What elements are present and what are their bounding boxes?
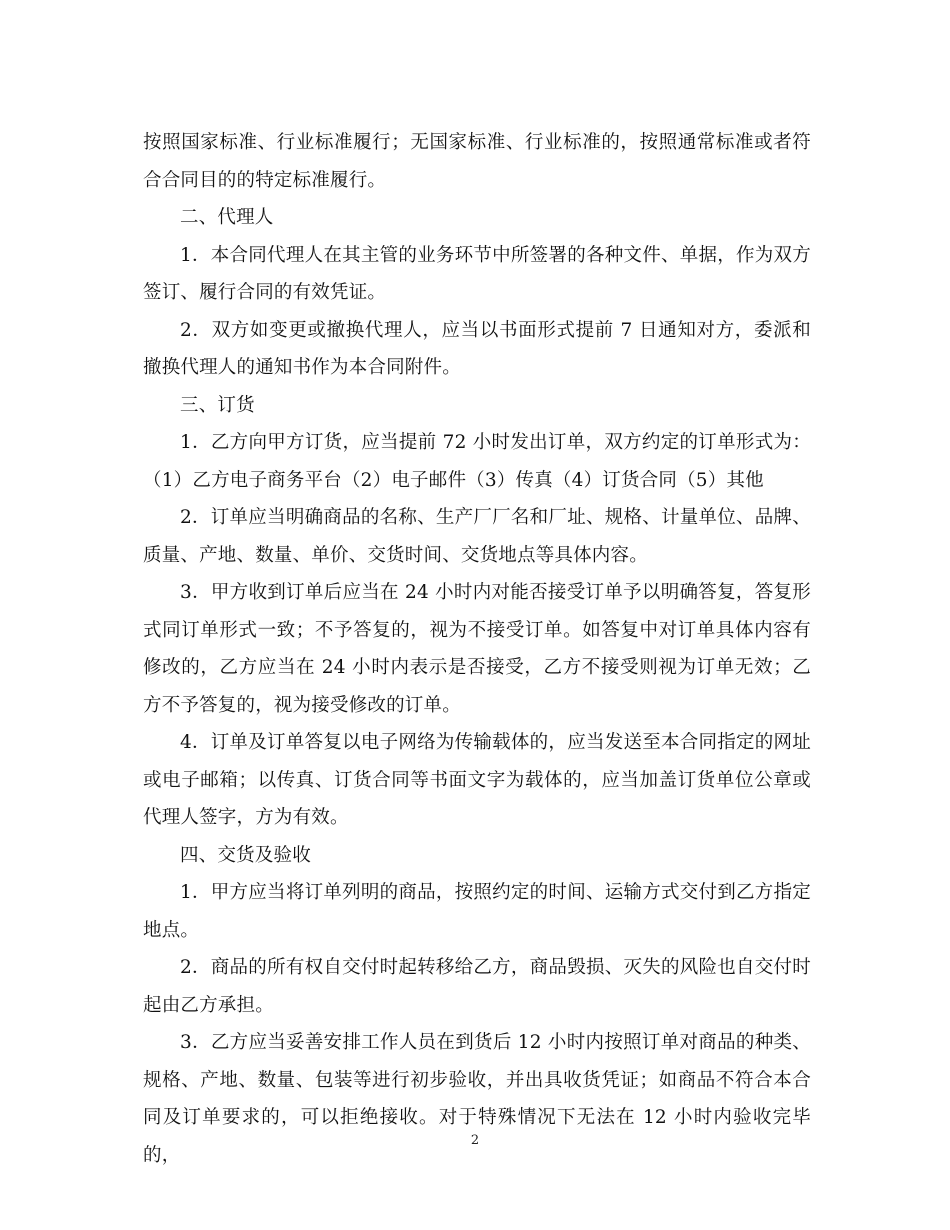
paragraph-delivery-2: 2．商品的所有权自交付时起转移给乙方，商品毁损、灭失的风险也自交付时起由乙方承担。	[143, 957, 811, 1016]
section-heading-ordering: 三、订货	[180, 394, 255, 416]
section-heading-agent: 二、代理人	[180, 207, 274, 228]
paragraph-continuation: 按照国家标准、行业标准履行；无国家标准、行业标准的，按照通常标准或者符合合同目的的特定标准履行。	[143, 132, 811, 191]
paragraph-delivery-1: 1．甲方应当将订单列明的商品，按照约定的时间、运输方式交付到乙方指定地点。	[143, 882, 811, 941]
paragraph-ordering-4: 4．订单及订单答复以电子网络为传输载体的，应当发送至本合同指定的网址或电子邮箱；以传真、订货合同等书面文字为载体的，应当加盖订货单位公章或代理人签字，方为有效。	[143, 732, 811, 828]
paragraph-ordering-1: 1．乙方向甲方订货，应当提前 72 小时发出订单，双方约定的订单形式为：（1）乙方电子商务平台（2）电子邮件（3）传真（4）订货合同（5）其他	[143, 432, 811, 491]
paragraph-ordering-2: 2．订单应当明确商品的名称、生产厂厂名和厂址、规格、计量单位、品牌、质量、产地、数量、单价、交货时间、交货地点等具体内容。	[143, 507, 811, 566]
section-heading-delivery: 四、交货及验收	[180, 844, 311, 866]
paragraph-delivery-3: 3．乙方应当妥善安排工作人员在到货后 12 小时内按照订单对商品的种类、规格、产地、数量、包装等进行初步验收，并出具收货凭证；如商品不符合本合同及订单要求的，可以拒绝接收。对于特殊情况下无法在 12 小时内验收完毕的，	[143, 1032, 811, 1166]
document-body	[143, 124, 811, 1174]
paragraph-agent-1: 1．本合同代理人在其主管的业务环节中所签署的各种文件、单据，作为双方签订、履行合同的有效凭证。	[143, 244, 811, 303]
page-number: 2	[470, 1133, 480, 1148]
paragraph-ordering-3: 3．甲方收到订单后应当在 24 小时内对能否接受订单予以明确答复，答复形式同订单形式一致；不予答复的，视为不接受订单。如答复中对订单具体内容有修改的，乙方应当在 24 小时内表示是否接受，乙方不接受则视为订单无效；乙方不予答复的，视为接受修改的订单。	[143, 582, 811, 716]
paragraph-agent-2: 2．双方如变更或撤换代理人，应当以书面形式提前 7 日通知对方，委派和撤换代理人的通知书作为本合同附件。	[143, 319, 811, 378]
